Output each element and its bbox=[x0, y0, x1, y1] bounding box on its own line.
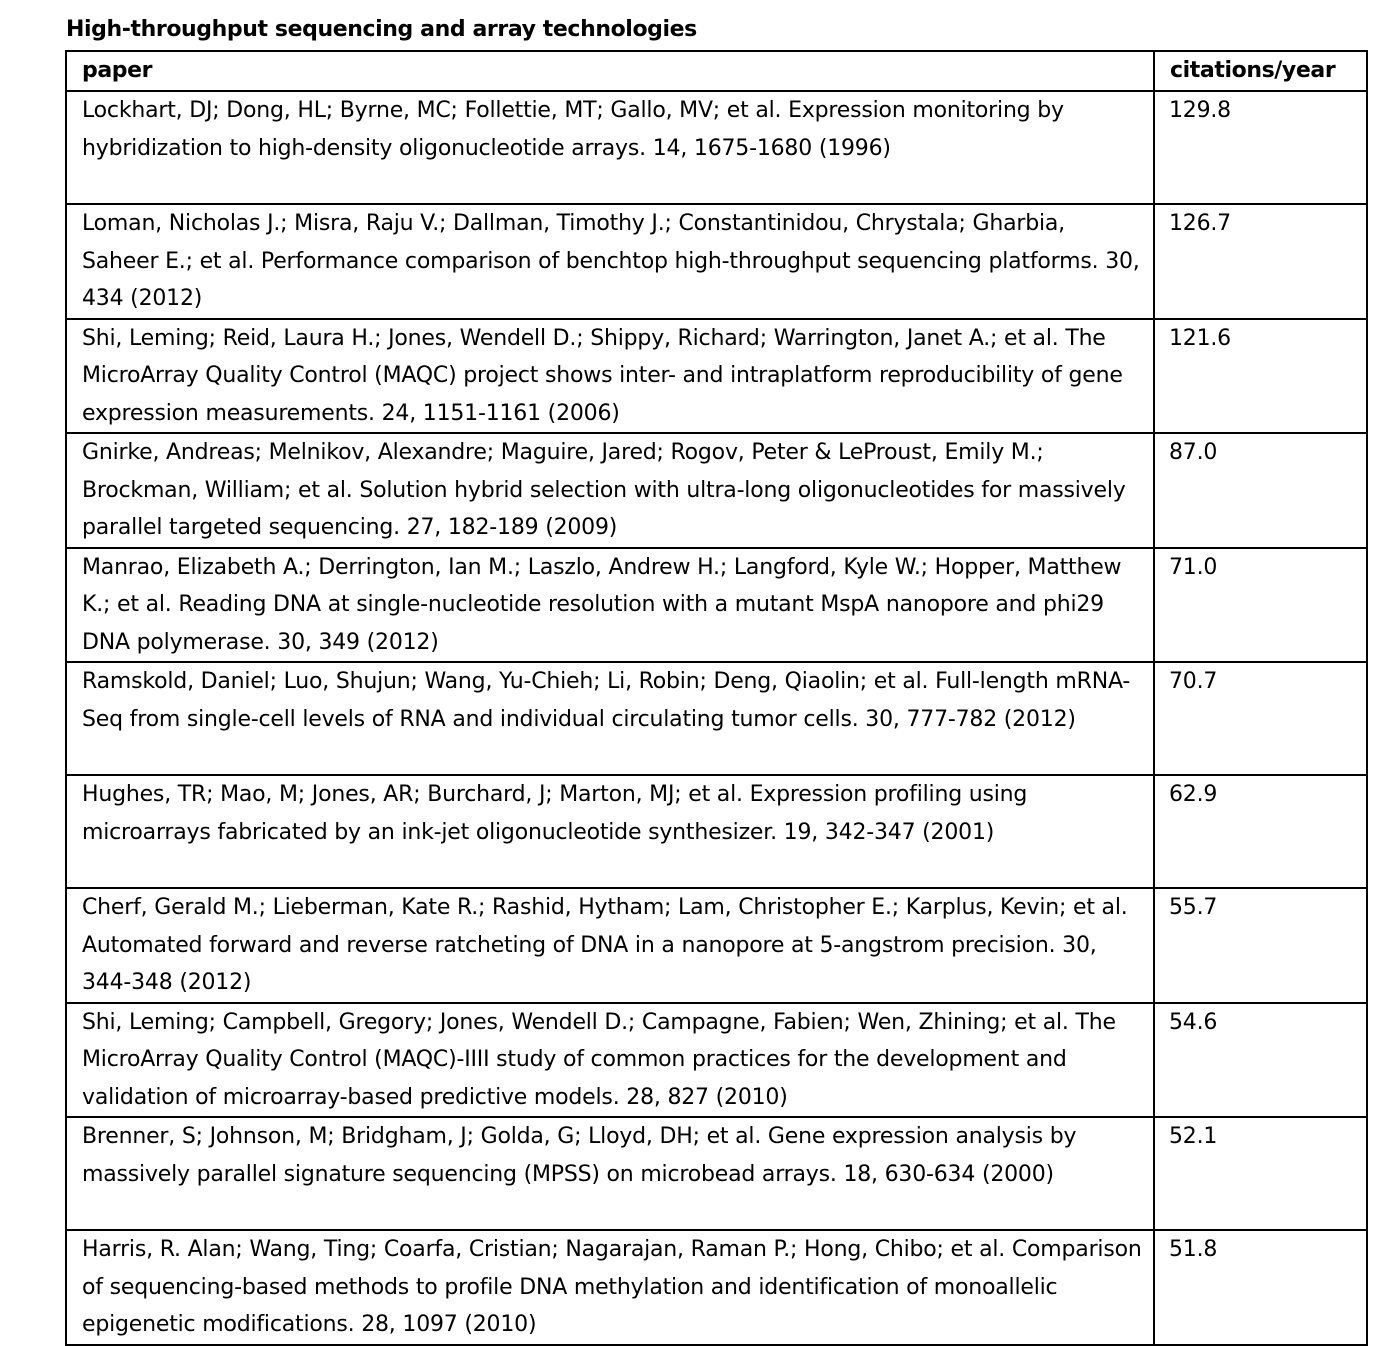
citations-cell: 70.7 bbox=[1154, 662, 1367, 775]
citations-cell: 52.1 bbox=[1154, 1117, 1367, 1230]
paper-cell: Lockhart, DJ; Dong, HL; Byrne, MC; Follettie, MT; Gallo, MV; et al. Expression monitoring by hybridization to high-density oligonucleotide arrays. 14, 1675-1680 (1996) bbox=[66, 91, 1154, 204]
citations-cell: 71.0 bbox=[1154, 548, 1367, 663]
citations-cell: 129.8 bbox=[1154, 91, 1367, 204]
column-header-paper: paper bbox=[66, 51, 1154, 91]
column-header-citations-per-year: citations/year bbox=[1154, 51, 1367, 91]
citations-table bbox=[65, 50, 1368, 1346]
paper-cell: Gnirke, Andreas; Melnikov, Alexandre; Maguire, Jared; Rogov, Peter & LeProust, Emily M.; Brockman, William; et al. Solution hybrid selection with ultra-long oligonucleotides for massively parallel targeted sequencing. 27, 182-189 (2009) bbox=[66, 433, 1154, 548]
paper-cell: Harris, R. Alan; Wang, Ting; Coarfa, Cristian; Nagarajan, Raman P.; Hong, Chibo; et al. Comparison of sequencing-based methods to profile DNA methylation and identification of monoallelic epigenetic modifications. 28, 1097 (2010) bbox=[66, 1230, 1154, 1345]
table-row bbox=[66, 319, 1367, 434]
paper-cell: Hughes, TR; Mao, M; Jones, AR; Burchard, J; Marton, MJ; et al. Expression profiling using microarrays fabricated by an ink-jet oligonucleotide synthesizer. 19, 342-347 (2001) bbox=[66, 775, 1154, 888]
table-row bbox=[66, 548, 1367, 663]
citations-cell: 126.7 bbox=[1154, 204, 1367, 319]
table-row bbox=[66, 204, 1367, 319]
table-row bbox=[66, 888, 1367, 1003]
table-row bbox=[66, 775, 1367, 888]
table-header-row bbox=[66, 51, 1367, 91]
citations-cell: 51.8 bbox=[1154, 1230, 1367, 1345]
paper-cell: Brenner, S; Johnson, M; Bridgham, J; Golda, G; Lloyd, DH; et al. Gene expression analysis by massively parallel signature sequencing (MPSS) on microbead arrays. 18, 630-634 (2000) bbox=[66, 1117, 1154, 1230]
table-row bbox=[66, 433, 1367, 548]
citations-cell: 62.9 bbox=[1154, 775, 1367, 888]
table-row bbox=[66, 91, 1367, 204]
table-row bbox=[66, 1117, 1367, 1230]
paper-cell: Ramskold, Daniel; Luo, Shujun; Wang, Yu-Chieh; Li, Robin; Deng, Qiaolin; et al. Full-length mRNA-Seq from single-cell levels of RNA and individual circulating tumor cells. 30, 777-782 (2012) bbox=[66, 662, 1154, 775]
paper-cell: Cherf, Gerald M.; Lieberman, Kate R.; Rashid, Hytham; Lam, Christopher E.; Karplus, Kevin; et al. Automated forward and reverse ratcheting of DNA in a nanopore at 5-angstrom precision. 30, 344-348 (2012) bbox=[66, 888, 1154, 1003]
citations-cell: 87.0 bbox=[1154, 433, 1367, 548]
paper-cell: Loman, Nicholas J.; Misra, Raju V.; Dallman, Timothy J.; Constantinidou, Chrystala; Gharbia, Saheer E.; et al. Performance comparison of benchtop high-throughput sequencing platforms. 30, 434 (2012) bbox=[66, 204, 1154, 319]
citations-cell: 121.6 bbox=[1154, 319, 1367, 434]
paper-cell: Shi, Leming; Reid, Laura H.; Jones, Wendell D.; Shippy, Richard; Warrington, Janet A.; et al. The MicroArray Quality Control (MAQC) project shows inter- and intraplatform reproducibility of gene expression measurements. 24, 1151-1161 (2006) bbox=[66, 319, 1154, 434]
table-row bbox=[66, 1003, 1367, 1118]
paper-cell: Manrao, Elizabeth A.; Derrington, Ian M.; Laszlo, Andrew H.; Langford, Kyle W.; Hopper, Matthew K.; et al. Reading DNA at single-nucleotide resolution with a mutant MspA nanopore and phi29 DNA polymerase. 30, 349 (2012) bbox=[66, 548, 1154, 663]
table-row bbox=[66, 1230, 1367, 1345]
paper-cell: Shi, Leming; Campbell, Gregory; Jones, Wendell D.; Campagne, Fabien; Wen, Zhining; et al. The MicroArray Quality Control (MAQC)-IIII study of common practices for the development and validation of microarray-based predictive models. 28, 827 (2010) bbox=[66, 1003, 1154, 1118]
page-title: High-throughput sequencing and array technologies bbox=[66, 17, 697, 42]
citations-cell: 54.6 bbox=[1154, 1003, 1367, 1118]
table-row bbox=[66, 662, 1367, 775]
citations-cell: 55.7 bbox=[1154, 888, 1367, 1003]
